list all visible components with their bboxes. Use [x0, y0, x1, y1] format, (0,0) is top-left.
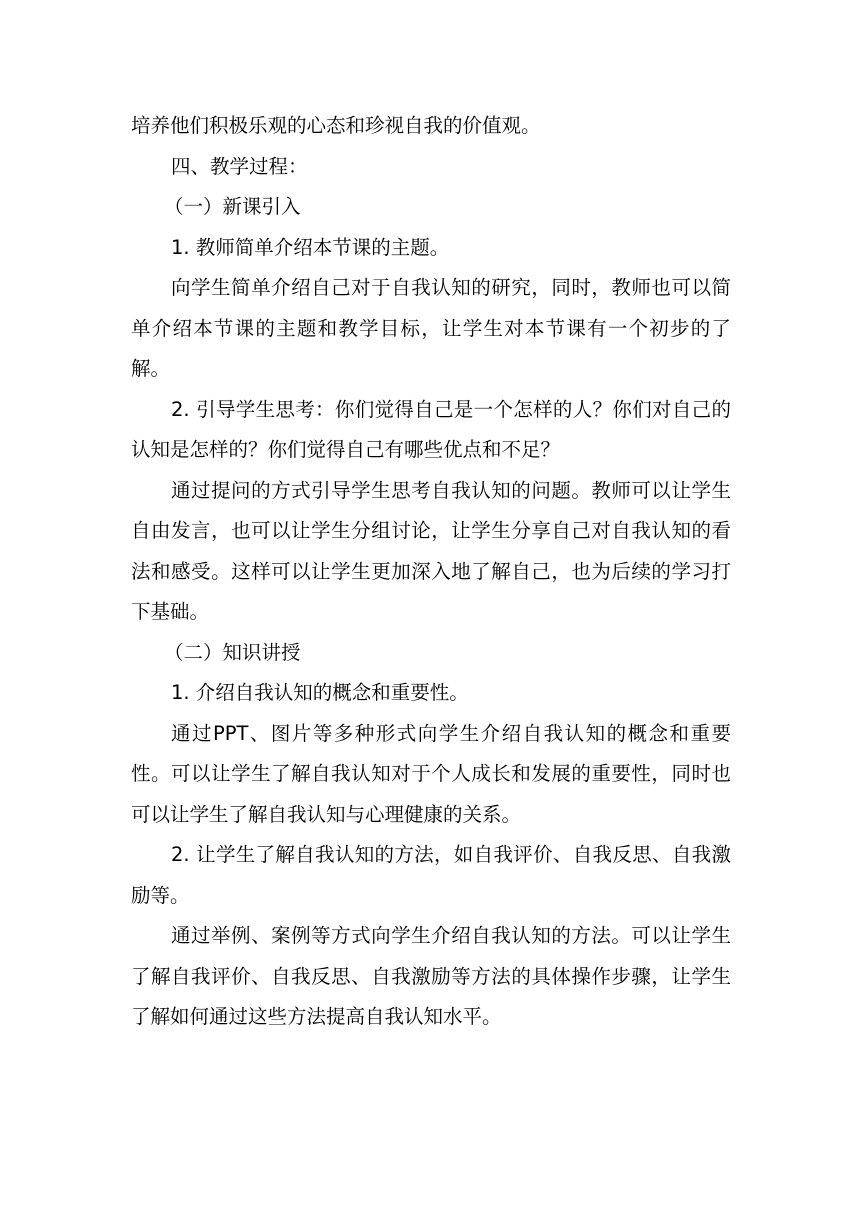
- subsection-heading-knowledge: （二）知识讲授: [164, 640, 301, 664]
- numbered-item-methods: 2. 让学生了解自我认知的方法，如自我评价、自我反思、自我激励等。: [131, 843, 731, 907]
- paragraph-discussion-body: 通过提问的方式引导学生思考自我认知的问题。教师可以让学生自由发言，也可以让学生分组讨论，让学生分享自己对自我认知的看法和感受。这样可以让学生更加深入地了解自己，也为后续的学习打下基础。: [131, 478, 731, 623]
- paragraph-methods-body: 通过举例、案例等方式向学生介绍自我认知的方法。可以让学生了解自我评价、自我反思、自我激励等方法的具体操作步骤，让学生了解如何通过这些方法提高自我认知水平。: [131, 924, 731, 1028]
- paragraph-concept-body: 通过PPT、图片等多种形式向学生介绍自我认知的概念和重要性。可以让学生了解自我认知对于个人成长和发展的重要性，同时也可以让学生了解自我认知与心理健康的关系。: [131, 721, 731, 826]
- paragraph-continuation: 培养他们积极乐观的心态和珍视自我的价值观。: [131, 114, 541, 137]
- section-heading-teaching-process: 四、教学过程：: [171, 154, 308, 178]
- document-body: [131, 106, 731, 1038]
- numbered-item-guide-thinking: 2. 引导学生思考：你们觉得自己是一个怎样的人？你们对自己的认知是怎样的？你们觉得自己有哪些优点和不足？: [131, 397, 731, 461]
- subsection-heading-introduction: （一）新课引入: [164, 195, 301, 218]
- paragraph-intro-body: 向学生简单介绍自己对于自我认知的研究，同时，教师也可以简单介绍本节课的主题和教学目标，让学生对本节课有一个初步的了解。: [131, 276, 731, 380]
- numbered-item-topic-intro: 1. 教师简单介绍本节课的主题。: [171, 235, 450, 259]
- numbered-item-concept: 1. 介绍自我认知的概念和重要性。: [171, 681, 469, 704]
